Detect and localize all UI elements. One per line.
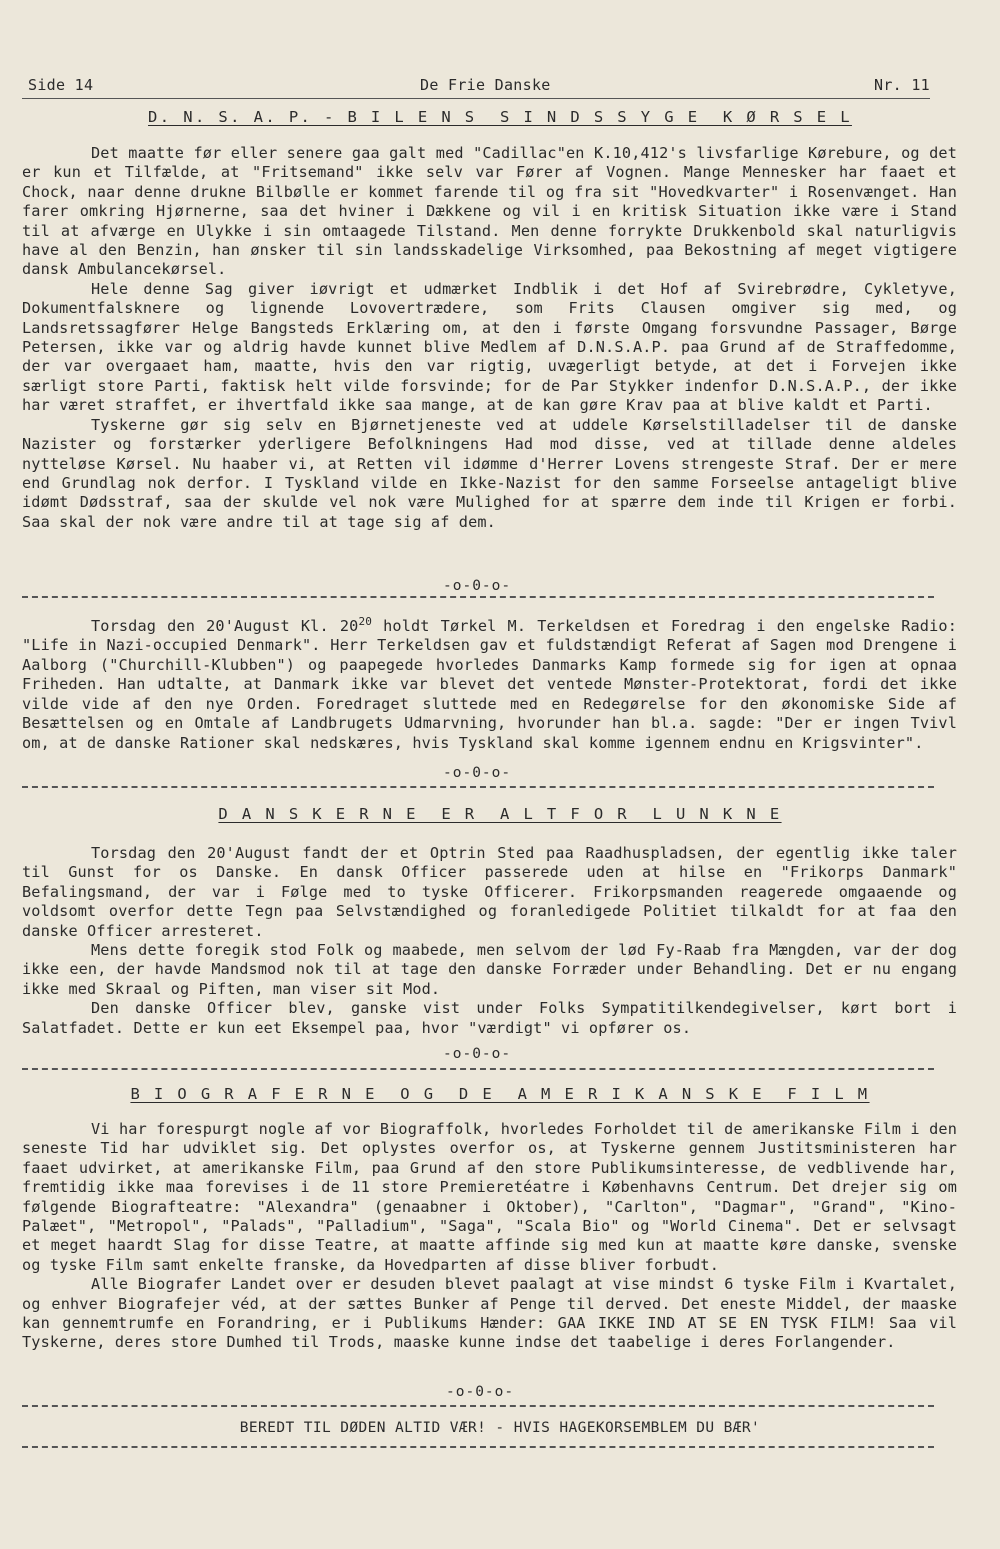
paragraph: Tyskerne gør sig selv en Bjørnetjeneste ved at uddele Kørselstilladelser til de danske Nazister og forstærker yderligere Befolkningens Had mod disse, ved at tillade denne aldeles nytteløse Kørsel. Nu haaber vi, at Retten vil idømme d'Herrer Lovens strengeste Straf. Der er mere end Grundlag nok derfor. I Tyskland vilde en Ikke-Nazist for den samme Forseelse antageligt blive idømt Dødsstraf, saa der skulde vel nok være Mulighed for at spærre dem inde til Krigen er forbi. Saa skal der nok være andre til at tage sig af dem. bbox=[22, 415, 957, 531]
dashed-divider bbox=[22, 1405, 934, 1407]
article-body-lunkne bbox=[22, 844, 957, 1038]
article-body-biografer bbox=[22, 1120, 957, 1353]
article-title-dnsap: D. N. S. A. P. - B I L E N S S I N D S S Y G E K Ø R S E L bbox=[148, 108, 852, 126]
paragraph: Det maatte før eller senere gaa galt med "Cadillac"en K.10,412's livsfarlige Kørebure, og det er kun et Tilfælde, at "Fritsemand" ikke selv var Fører af Vognen. Mange Mennesker har faaet et Chock, naar denne drukne Bilbølle er kommet farende til og fra sit "Hovedkvarter" i Rosenvænget. Han farer omkring Hjørnerne, saa det hviner i Dækkene og vil i en kritisk Situation ikke være i Stand til at afværge en Ulykke i sin omtaagede Tilstand. Men denne forrykte Drukkenbold skal naturligvis have al den Benzin, han ønsker til sin landsskadelige Virksomhed, paa Bekostning af meget vigtigere dansk Ambulancekørsel. bbox=[22, 144, 957, 279]
page-number: Side 14 bbox=[28, 76, 94, 94]
radio-text-rest: holdt Tørkel M. Terkeldsen et Foredrag i den engelske Radio: "Life in Nazi-occupied Denmark". Herr Terkeldsen gav et fuldstændigt Referat af Sagen mod Drengene i Aalborg ("Churchill-Klubben") og paapegede hvorledes Danmarks Kamp formede sig for igen at opnaa Friheden. Han udtalte, at Danmark ikke var blevet det ventede Mønster-Protektorat, fordi det ikke vilde vide af den nye Orden. Foredraget sluttede med en Redegørelse for den økonomiske Side af Besættelsen og en Omtale af Landbrugets Udmarvning, hvorunder han bl.a. sagde: "Der er ingen Tvivl om, at de danske Rationer skal nedskæres, hvis Tyskland skal komme igennem endnu en Krigsvinter". bbox=[22, 617, 957, 752]
paragraph: Torsdag den 20'August fandt der et Optrin Sted paa Raadhuspladsen, der egentlig ikke taler til Gunst for os Danske. En dansk Officer passerede uden at hilse en "Frikorps Danmark" Befalingsmand, der var i Følge med to tyske Officerer. Frikorpsmanden reagerede omgaaende og voldsomt overfor dette Tegn paa Selvstændighed og foranledigede Politiet tilkaldt for at faa den danske Officer arresteret. bbox=[22, 844, 957, 940]
dashed-divider bbox=[22, 596, 934, 598]
dashed-divider bbox=[22, 786, 934, 788]
paragraph bbox=[22, 612, 957, 753]
paragraph: Alle Biografer Landet over er desuden blevet paalagt at vise mindst 6 tyske Film i Kvartalet, og enhver Biografejer véd, at der sættes Bunker af Penge til derved. Det eneste Middel, der maaske kan gennemtrumfe en Forandring, er i Publikums Hænder: GAA IKKE IND AT SE EN TYSK FILM! Saa vil Tyskerne, deres store Dumhed til Trods, maaske kunne indse det taabelige i deres Forlangender. bbox=[22, 1275, 957, 1352]
separator-mark: -o-0-o- bbox=[443, 1046, 512, 1062]
article-title-biografer: B I O G R A F E R N E O G D E A M E R I K A N S K E F I L M bbox=[130, 1085, 870, 1103]
article-title-lunkne: D A N S K E R N E E R A L T F O R L U N K N E bbox=[218, 805, 782, 823]
separator-mark: -o-0-o- bbox=[443, 765, 512, 781]
issue-number: Nr. 11 bbox=[874, 76, 930, 94]
separator-mark: -o-0-o- bbox=[446, 1384, 515, 1400]
paragraph: Hele denne Sag giver iøvrigt et udmærket Indblik i det Hof af Svirebrødre, Cykletyve, Dokumentfalsknere og lignende Lovovertrædere, som Frits Clausen omgiver sig med, og Landsretssagfører Helge Bangsteds Erklæring om, at den i første Omgang forsvundne Passager, Børge Petersen, ikke var og aldrig havde kunnet blive Medlem af D.N.S.A.P. paa Grund af de Straffedomme, der var overgaaet ham, maatte, hvis den var rigtig, uvægerligt betyde, at det i Forvejen ikke særligt store Parti, faktisk helt vilde forsvinde; for de Par Stykker indenfor D.N.S.A.P., der ikke har været straffet, er ihvertfald ikke saa mange, at de kan gøre Krav paa at blive kaldt et Parti. bbox=[22, 279, 957, 415]
article-body-dnsap bbox=[22, 144, 957, 532]
dashed-divider bbox=[22, 1446, 934, 1448]
paragraph: Vi har forespurgt nogle af vor Biograffolk, hvorledes Forholdet til de amerikanske Film i den seneste Tid har udviklet sig. Det oplystes overfor os, at Tyskerne gennem Justitsministeren har faaet udvirket, at amerikanske Film, paa Grund af den store Publikumsinteresse, de vedblivende har, fremtidig ikke maa forevises i de 11 store Premieretéatre i Københavns Centrum. Det drejer sig om følgende Biografteatre: "Alexandra" (genaabner i Oktober), "Carlton", "Dagmar", "Grand", "Kino-Palæet", "Metropol", "Palads", "Palladium", "Saga", "Scala Bio" og "World Cinema". Det er selvsagt et meget haardt Slag for disse Teatre, at maatte affinde sig med kun at maatte køre danske, svenske og tyske Film samt enkelte franske, da Hovedparten af disse bliver forbudt. bbox=[22, 1120, 957, 1274]
separator-mark: -o-0-o- bbox=[443, 578, 512, 594]
article-body-radio bbox=[22, 612, 957, 753]
page-header bbox=[22, 76, 930, 99]
closing-motto: BEREDT TIL DØDEN ALTID VÆR! - HVIS HAGEKORSEMBLEM DU BÆR' bbox=[239, 1420, 761, 1436]
time-superscript: 20 bbox=[358, 615, 372, 628]
paragraph: Mens dette foregik stod Folk og maabede, men selvom der lød Fy-Raab fra Mængden, var der dog ikke een, der havde Mandsmod nok til at tage den danske Forræder under Behandling. Det er nu engang ikke med Skraal og Piften, man viser sit Mod. bbox=[22, 941, 957, 998]
publication-title: De Frie Danske bbox=[420, 76, 551, 94]
paragraph: Den danske Officer blev, ganske vist under Folks Sympatitilkendegivelser, kørt bort i Salatfadet. Dette er kun eet Eksempel paa, hvor "værdigt" vi opfører os. bbox=[22, 999, 957, 1037]
dashed-divider bbox=[22, 1068, 934, 1070]
radio-text-start: Torsdag den 20'August Kl. 20 bbox=[91, 617, 359, 636]
